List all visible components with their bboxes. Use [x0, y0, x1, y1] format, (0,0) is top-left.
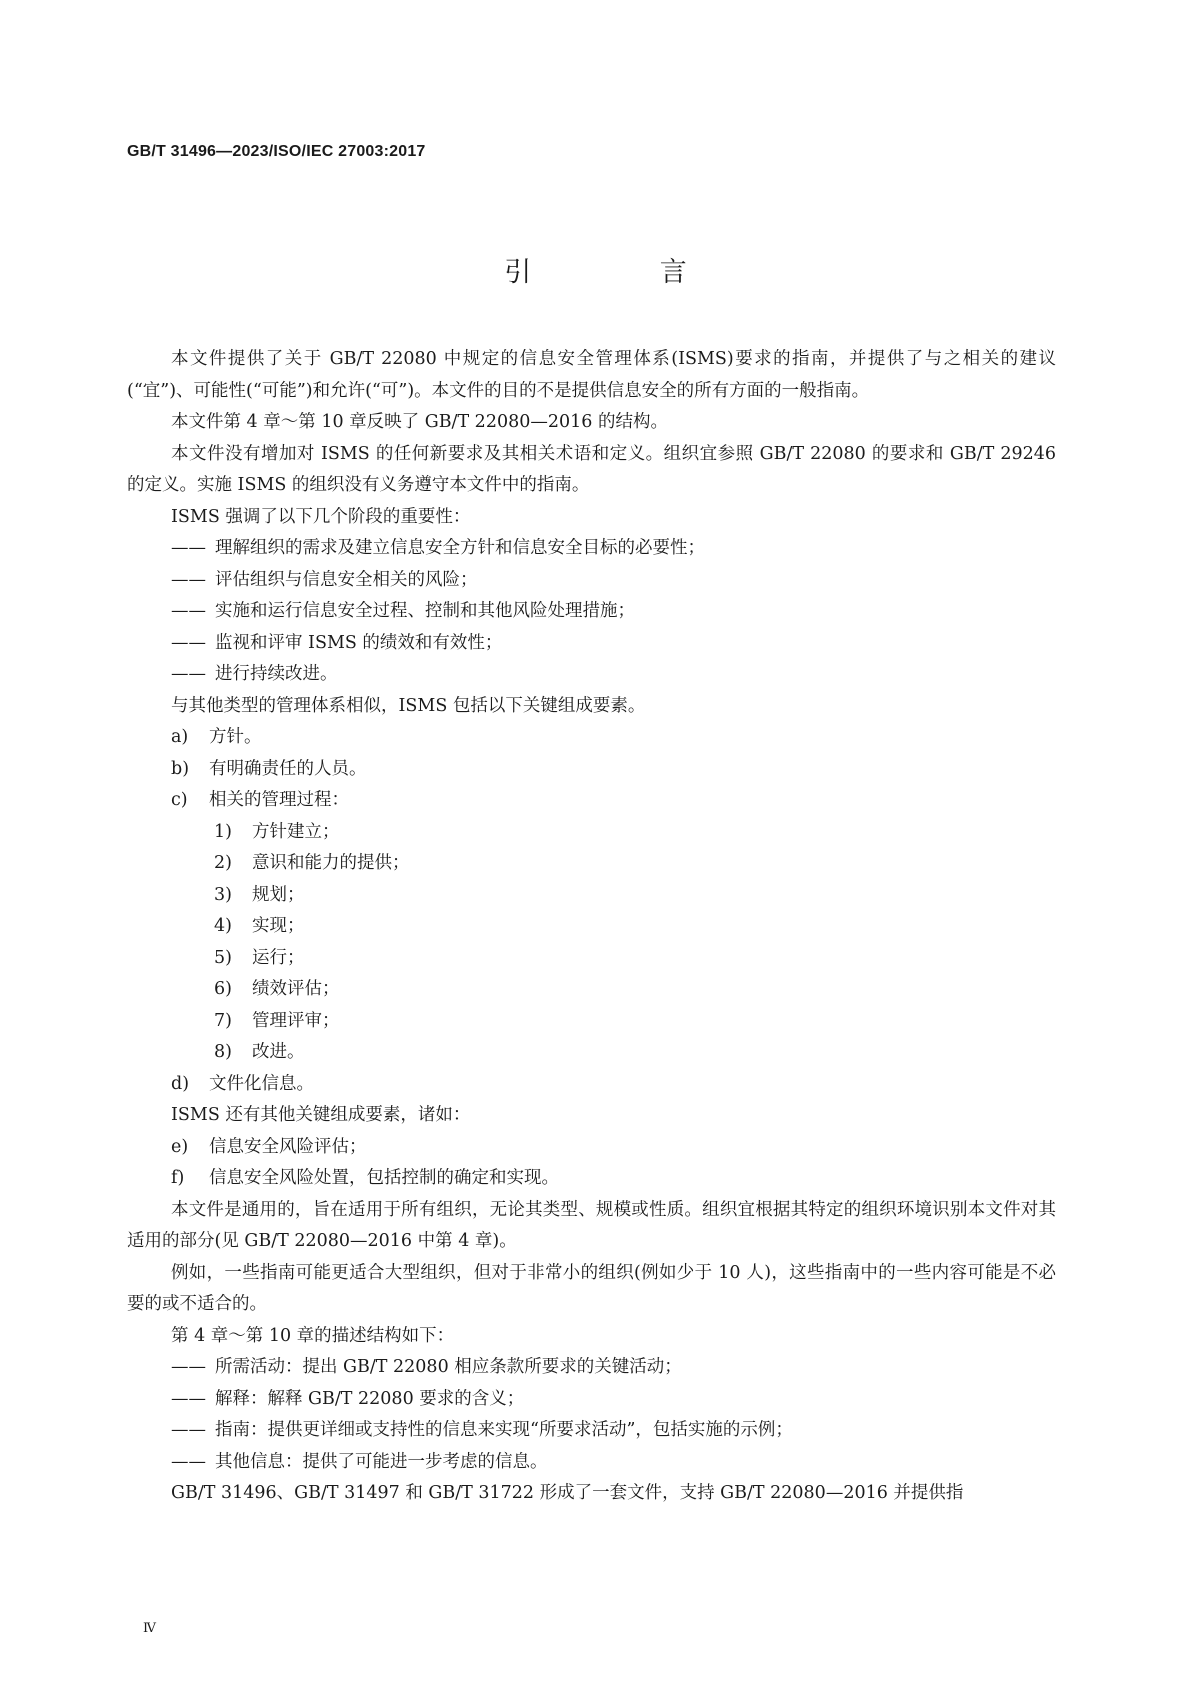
- dash-list-item: [127, 659, 1056, 691]
- list-marker: ——: [171, 1388, 206, 1409]
- sub-list-item: [127, 1006, 1056, 1038]
- list-marker: ——: [171, 601, 206, 621]
- sub-list-item: [127, 911, 1056, 943]
- list-item-text: 实施和运行信息安全过程、控制和其他风险处理措施；: [215, 601, 635, 621]
- paragraph: [127, 1100, 1056, 1132]
- list-marker: a): [171, 727, 189, 747]
- list-marker: ——: [171, 1451, 206, 1472]
- list-marker: 2): [214, 853, 232, 873]
- paragraph-text: GB/T 31496、GB/T 31497 和 GB/T 31722 形成了一套文件，支持 GB/T 22080—2016 并提供指: [171, 1483, 964, 1503]
- list-marker: 1): [214, 821, 232, 842]
- sub-list-item: [127, 880, 1056, 912]
- list-item-text: 改进。: [252, 1042, 305, 1062]
- dash-list-item: [127, 1352, 1056, 1384]
- list-marker: b): [171, 758, 190, 779]
- list-marker: 3): [214, 884, 232, 905]
- list-item-text: 进行持续改进。: [215, 664, 338, 684]
- list-marker: 5): [214, 947, 232, 968]
- list-item: [127, 1069, 1056, 1101]
- list-marker: ——: [171, 632, 206, 653]
- list-item: [127, 785, 1056, 817]
- page-title: 引 言: [504, 257, 747, 288]
- paragraph-text: 本文件是通用的，旨在适用于所有组织，无论其类型、规模或性质。组织宜根据其特定的组织环境识别本文件对其适用的部分(见 GB/T 22080—2016 中第 4 章)。: [127, 1199, 1056, 1251]
- list-item-text: 运行；: [252, 947, 305, 968]
- sub-list-item: [127, 817, 1056, 849]
- dash-list-item: [127, 565, 1056, 597]
- list-item: [127, 1132, 1056, 1164]
- list-item-text: 方针。: [209, 727, 262, 747]
- paragraph: [127, 439, 1056, 502]
- list-item-text: 解释：解释 GB/T 22080 要求的含义；: [215, 1388, 525, 1409]
- list-marker: ——: [171, 664, 206, 684]
- paragraph: [127, 502, 1056, 534]
- sub-list-item: [127, 848, 1056, 880]
- paragraph: [127, 1478, 1056, 1510]
- dash-list-item: [127, 1415, 1056, 1447]
- dash-list-item: [127, 628, 1056, 660]
- list-marker: e): [171, 1136, 189, 1157]
- list-marker: 8): [214, 1042, 232, 1062]
- list-item: [127, 1163, 1056, 1195]
- list-item-text: 信息安全风险评估；: [209, 1136, 367, 1157]
- paragraph: [127, 1258, 1056, 1321]
- paragraph: [127, 1195, 1056, 1258]
- paragraph-text: 与其他类型的管理体系相似，ISMS 包括以下关键组成要素。: [171, 695, 646, 716]
- list-item-text: 所需活动：提出 GB/T 22080 相应条款所要求的关键活动；: [215, 1357, 682, 1377]
- dash-list-item: [127, 1384, 1056, 1416]
- paragraph: [127, 691, 1056, 723]
- list-marker: ——: [171, 1357, 206, 1377]
- paragraph-text: ISMS 还有其他关键组成要素，诸如：: [171, 1105, 471, 1125]
- page-number: Ⅳ: [143, 1621, 156, 1636]
- sub-list-item: [127, 943, 1056, 975]
- paragraph: [127, 344, 1056, 407]
- paragraph-text: 本文件第 4 章～第 10 章反映了 GB/T 22080—2016 的结构。: [171, 412, 668, 432]
- list-item-text: 意识和能力的提供；: [252, 853, 410, 873]
- list-item-text: 理解组织的需求及建立信息安全方针和信息安全目标的必要性；: [215, 538, 705, 558]
- list-item-text: 规划；: [252, 884, 305, 905]
- paragraph-text: 第 4 章～第 10 章的描述结构如下：: [171, 1325, 455, 1346]
- sub-list-item: [127, 974, 1056, 1006]
- list-item-text: 信息安全风险处置，包括控制的确定和实现。: [209, 1168, 559, 1188]
- list-item-text: 管理评审；: [252, 1010, 340, 1031]
- paragraph-text: ISMS 强调了以下几个阶段的重要性：: [171, 506, 471, 527]
- list-item-text: 监视和评审 ISMS 的绩效和有效性；: [215, 632, 503, 653]
- list-marker: 6): [214, 979, 232, 999]
- list-item-text: 实现；: [252, 916, 305, 936]
- list-item-text: 评估组织与信息安全相关的风险；: [215, 569, 478, 590]
- list-marker: ——: [171, 1420, 206, 1440]
- list-marker: 4): [214, 916, 232, 936]
- paragraph: [127, 1321, 1056, 1353]
- list-marker: ——: [171, 569, 206, 590]
- paragraph: [127, 407, 1056, 439]
- paragraph-text: 本文件没有增加对 ISMS 的任何新要求及其相关术语和定义。组织宜参照 GB/T 22080 的要求和 GB/T 29246 的定义。实施 ISMS 的组织没有义务遵守本文件中的指南。: [127, 443, 1056, 495]
- sub-list-item: [127, 1037, 1056, 1069]
- list-item: [127, 754, 1056, 786]
- body-content: [127, 344, 1056, 1510]
- list-marker: d): [171, 1073, 190, 1094]
- paragraph-text: 例如，一些指南可能更适合大型组织，但对于非常小的组织(例如少于 10 人)，这些指南中的一些内容可能是不必要的或不适合的。: [127, 1262, 1056, 1314]
- list-item-text: 方针建立；: [252, 821, 340, 842]
- dash-list-item: [127, 533, 1056, 565]
- list-item-text: 其他信息：提供了可能进一步考虑的信息。: [215, 1451, 548, 1472]
- list-item-text: 指南：提供更详细或支持性的信息来实现“所要求活动”，包括实施的示例；: [215, 1420, 793, 1440]
- list-item-text: 相关的管理过程：: [209, 790, 349, 810]
- list-marker: 7): [214, 1010, 232, 1031]
- list-item-text: 有明确责任的人员。: [209, 758, 367, 779]
- list-marker: f): [171, 1168, 185, 1188]
- list-item-text: 文件化信息。: [209, 1073, 314, 1094]
- standard-code-header: GB/T 31496—2023/ISO/IEC 27003:2017: [127, 143, 426, 160]
- list-marker: c): [171, 790, 188, 810]
- paragraph-text: 本文件提供了关于 GB/T 22080 中规定的信息安全管理体系(ISMS)要求的指南，并提供了与之相关的建议(“宜”)、可能性(“可能”)和允许(“可”)。本文件的目的不是提供信息安全的所有方面的一般指南。: [127, 349, 1056, 401]
- list-item: [127, 722, 1056, 754]
- list-marker: ——: [171, 538, 206, 558]
- dash-list-item: [127, 596, 1056, 628]
- list-item-text: 绩效评估；: [252, 979, 340, 999]
- dash-list-item: [127, 1447, 1056, 1479]
